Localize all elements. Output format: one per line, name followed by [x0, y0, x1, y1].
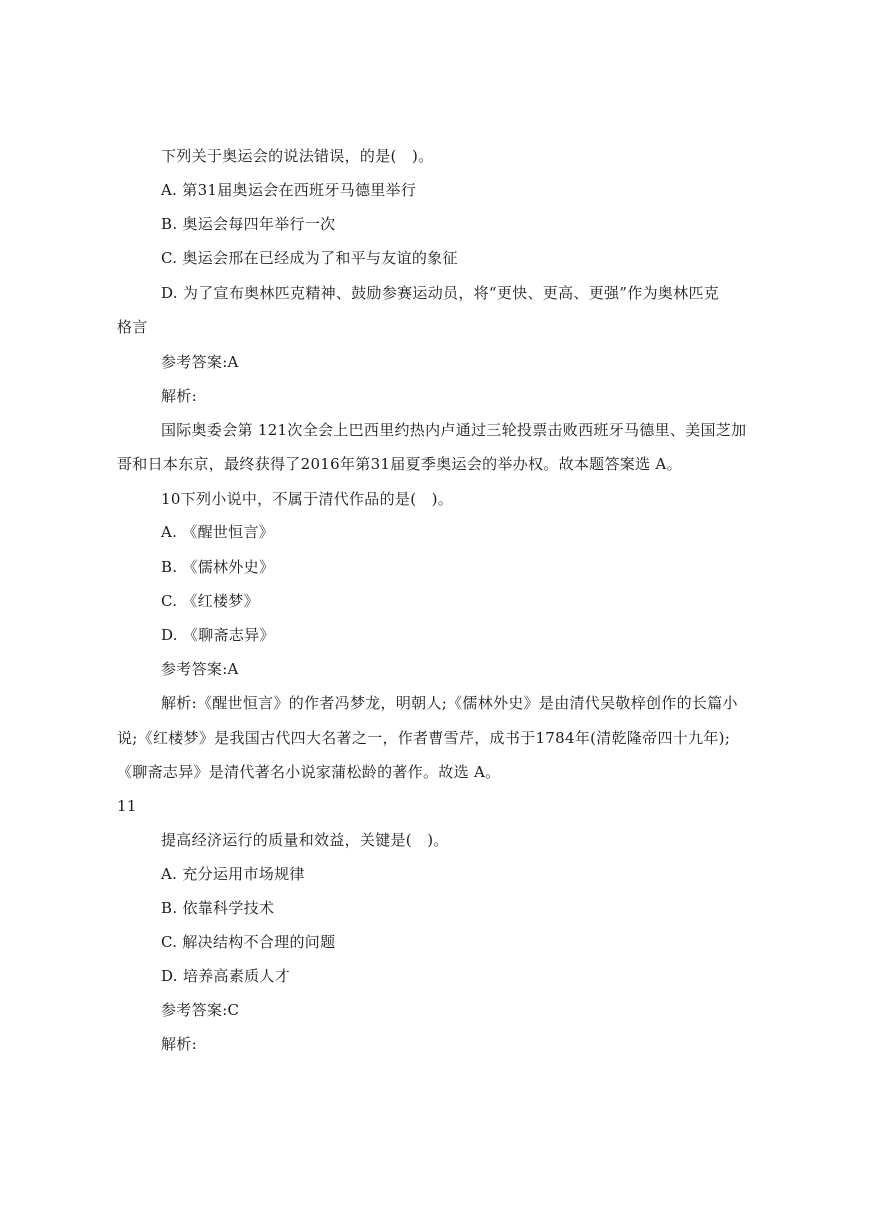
question-9-stem: 下列关于奥运会的说法错误，的是( )。 — [161, 147, 434, 165]
question-10-option-c: C. 《红楼梦》 — [161, 592, 259, 610]
question-10-option-b: B. 《儒林外史》 — [161, 558, 275, 576]
question-10-option-a: A. 《醒世恒言》 — [161, 523, 275, 541]
question-9-answer: 参考答案:A — [161, 353, 239, 371]
question-9-option-a: A. 第31届奥运会在西班牙马德里举行 — [161, 181, 417, 199]
question-11-option-b: B. 依靠科学技术 — [161, 899, 275, 917]
question-10-analysis: 解析:《醒世恒言》的作者冯梦龙，明朝人;《儒林外史》是由清代吴敬梓创作的长篇小 — [161, 694, 738, 712]
question-11-stem: 提高经济运行的质量和效益，关键是( )。 — [161, 831, 449, 849]
question-10-option-d: D. 《聊斋志异》 — [161, 626, 275, 644]
question-11-option-c: C. 解决结构不合理的问题 — [161, 933, 336, 951]
question-11-option-a: A. 充分运用市场规律 — [161, 865, 305, 883]
question-9-option-d: D. 为了宣布奥林匹克精神、鼓励参赛运动员，将“更快、更高、更强”作为奥林匹克 — [161, 284, 720, 302]
question-9-analysis-text-cont: 哥和日本东京，最终获得了2016年第31届夏季奥运会的举办权。故本题答案选 A。 — [117, 455, 682, 473]
question-10-stem: 10下列小说中，不属于清代作品的是( )。 — [161, 490, 454, 508]
question-10-answer: 参考答案:A — [161, 660, 239, 678]
question-11-analysis-label: 解析: — [161, 1035, 197, 1053]
question-11-option-d: D. 培养高素质人才 — [161, 967, 291, 985]
question-9-option-c: C. 奥运会邢在已经成为了和平与友谊的象征 — [161, 249, 458, 267]
question-11-answer: 参考答案:C — [161, 1001, 240, 1019]
question-9-analysis-text: 国际奥委会第 121次全会上巴西里约热内卢通过三轮投票击败西班牙马德里、美国芝加 — [161, 421, 747, 439]
question-10-analysis-cont-1: 说;《红楼梦》是我国古代四大名著之一，作者曹雪芹，成书于1784年(清乾隆帝四十九年); — [117, 729, 731, 747]
question-9-option-b: B. 奥运会每四年举行一次 — [161, 215, 336, 233]
question-11-number: 11 — [117, 797, 137, 815]
question-9-option-d-cont: 格言 — [117, 318, 148, 336]
question-10-analysis-cont-2: 《聊斋志异》是清代著名小说家蒲松龄的著作。故选 A。 — [117, 763, 501, 781]
question-9-analysis-label: 解析: — [161, 387, 197, 405]
